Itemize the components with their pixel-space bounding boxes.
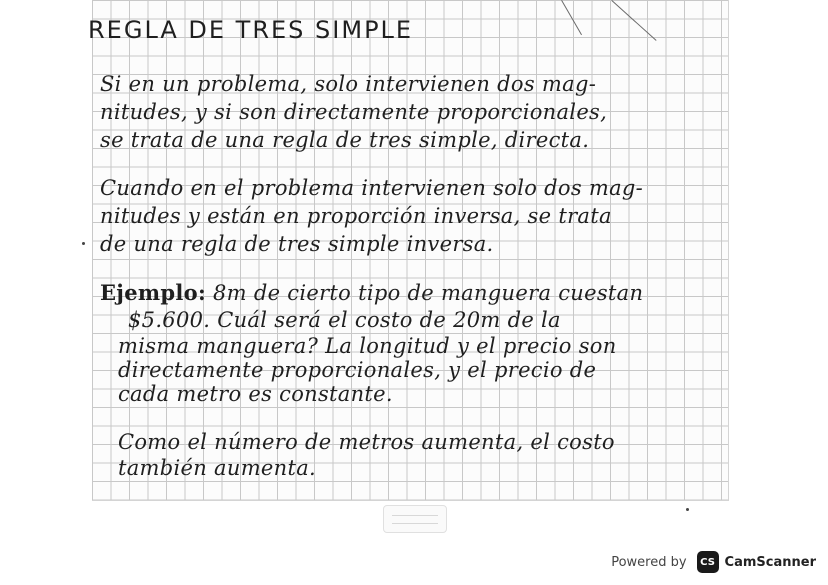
camscanner-brand: CamScanner xyxy=(724,554,816,570)
paragraph-3-line-2: también aumenta. xyxy=(118,456,317,480)
pen-stroke xyxy=(561,0,582,35)
faint-stamp xyxy=(383,505,447,533)
paragraph-1-line-1: Si en un problema, solo intervienen dos mag- xyxy=(100,72,597,96)
powered-by-text: Powered by xyxy=(611,554,687,570)
example-line-4: directamente proporcionales, y el precio de xyxy=(118,358,597,382)
example-label: Ejemplo: xyxy=(100,280,207,305)
example-line-1 xyxy=(100,280,643,305)
paragraph-1-line-3: se trata de una regla de tres simple, directa. xyxy=(100,128,590,152)
camscanner-footer xyxy=(611,547,816,577)
margin-dot xyxy=(82,242,85,245)
example-line-5: cada metro es constante. xyxy=(118,382,393,406)
paragraph-2-line-3: de una regla de tres simple inversa. xyxy=(100,232,494,256)
example-line-1-text: 8m de cierto tipo de manguera cuestan xyxy=(206,281,644,305)
pen-stroke xyxy=(611,0,656,41)
page-title: REGLA DE TRES SIMPLE xyxy=(88,16,414,44)
paragraph-3-line-1: Como el número de metros aumenta, el costo xyxy=(118,430,615,454)
camscanner-logo-icon: CS xyxy=(697,551,719,573)
paragraph-1-line-2: nitudes, y si son directamente proporcionales, xyxy=(100,100,608,124)
example-line-2: $5.600. Cuál será el costo de 20m de la xyxy=(128,308,561,332)
margin-dot xyxy=(686,508,689,511)
paragraph-2-line-2: nitudes y están en proporción inversa, se trata xyxy=(100,204,612,228)
example-line-3: misma manguera? La longitud y el precio son xyxy=(118,334,617,358)
paragraph-2-line-1: Cuando en el problema intervienen solo dos mag- xyxy=(100,176,644,200)
